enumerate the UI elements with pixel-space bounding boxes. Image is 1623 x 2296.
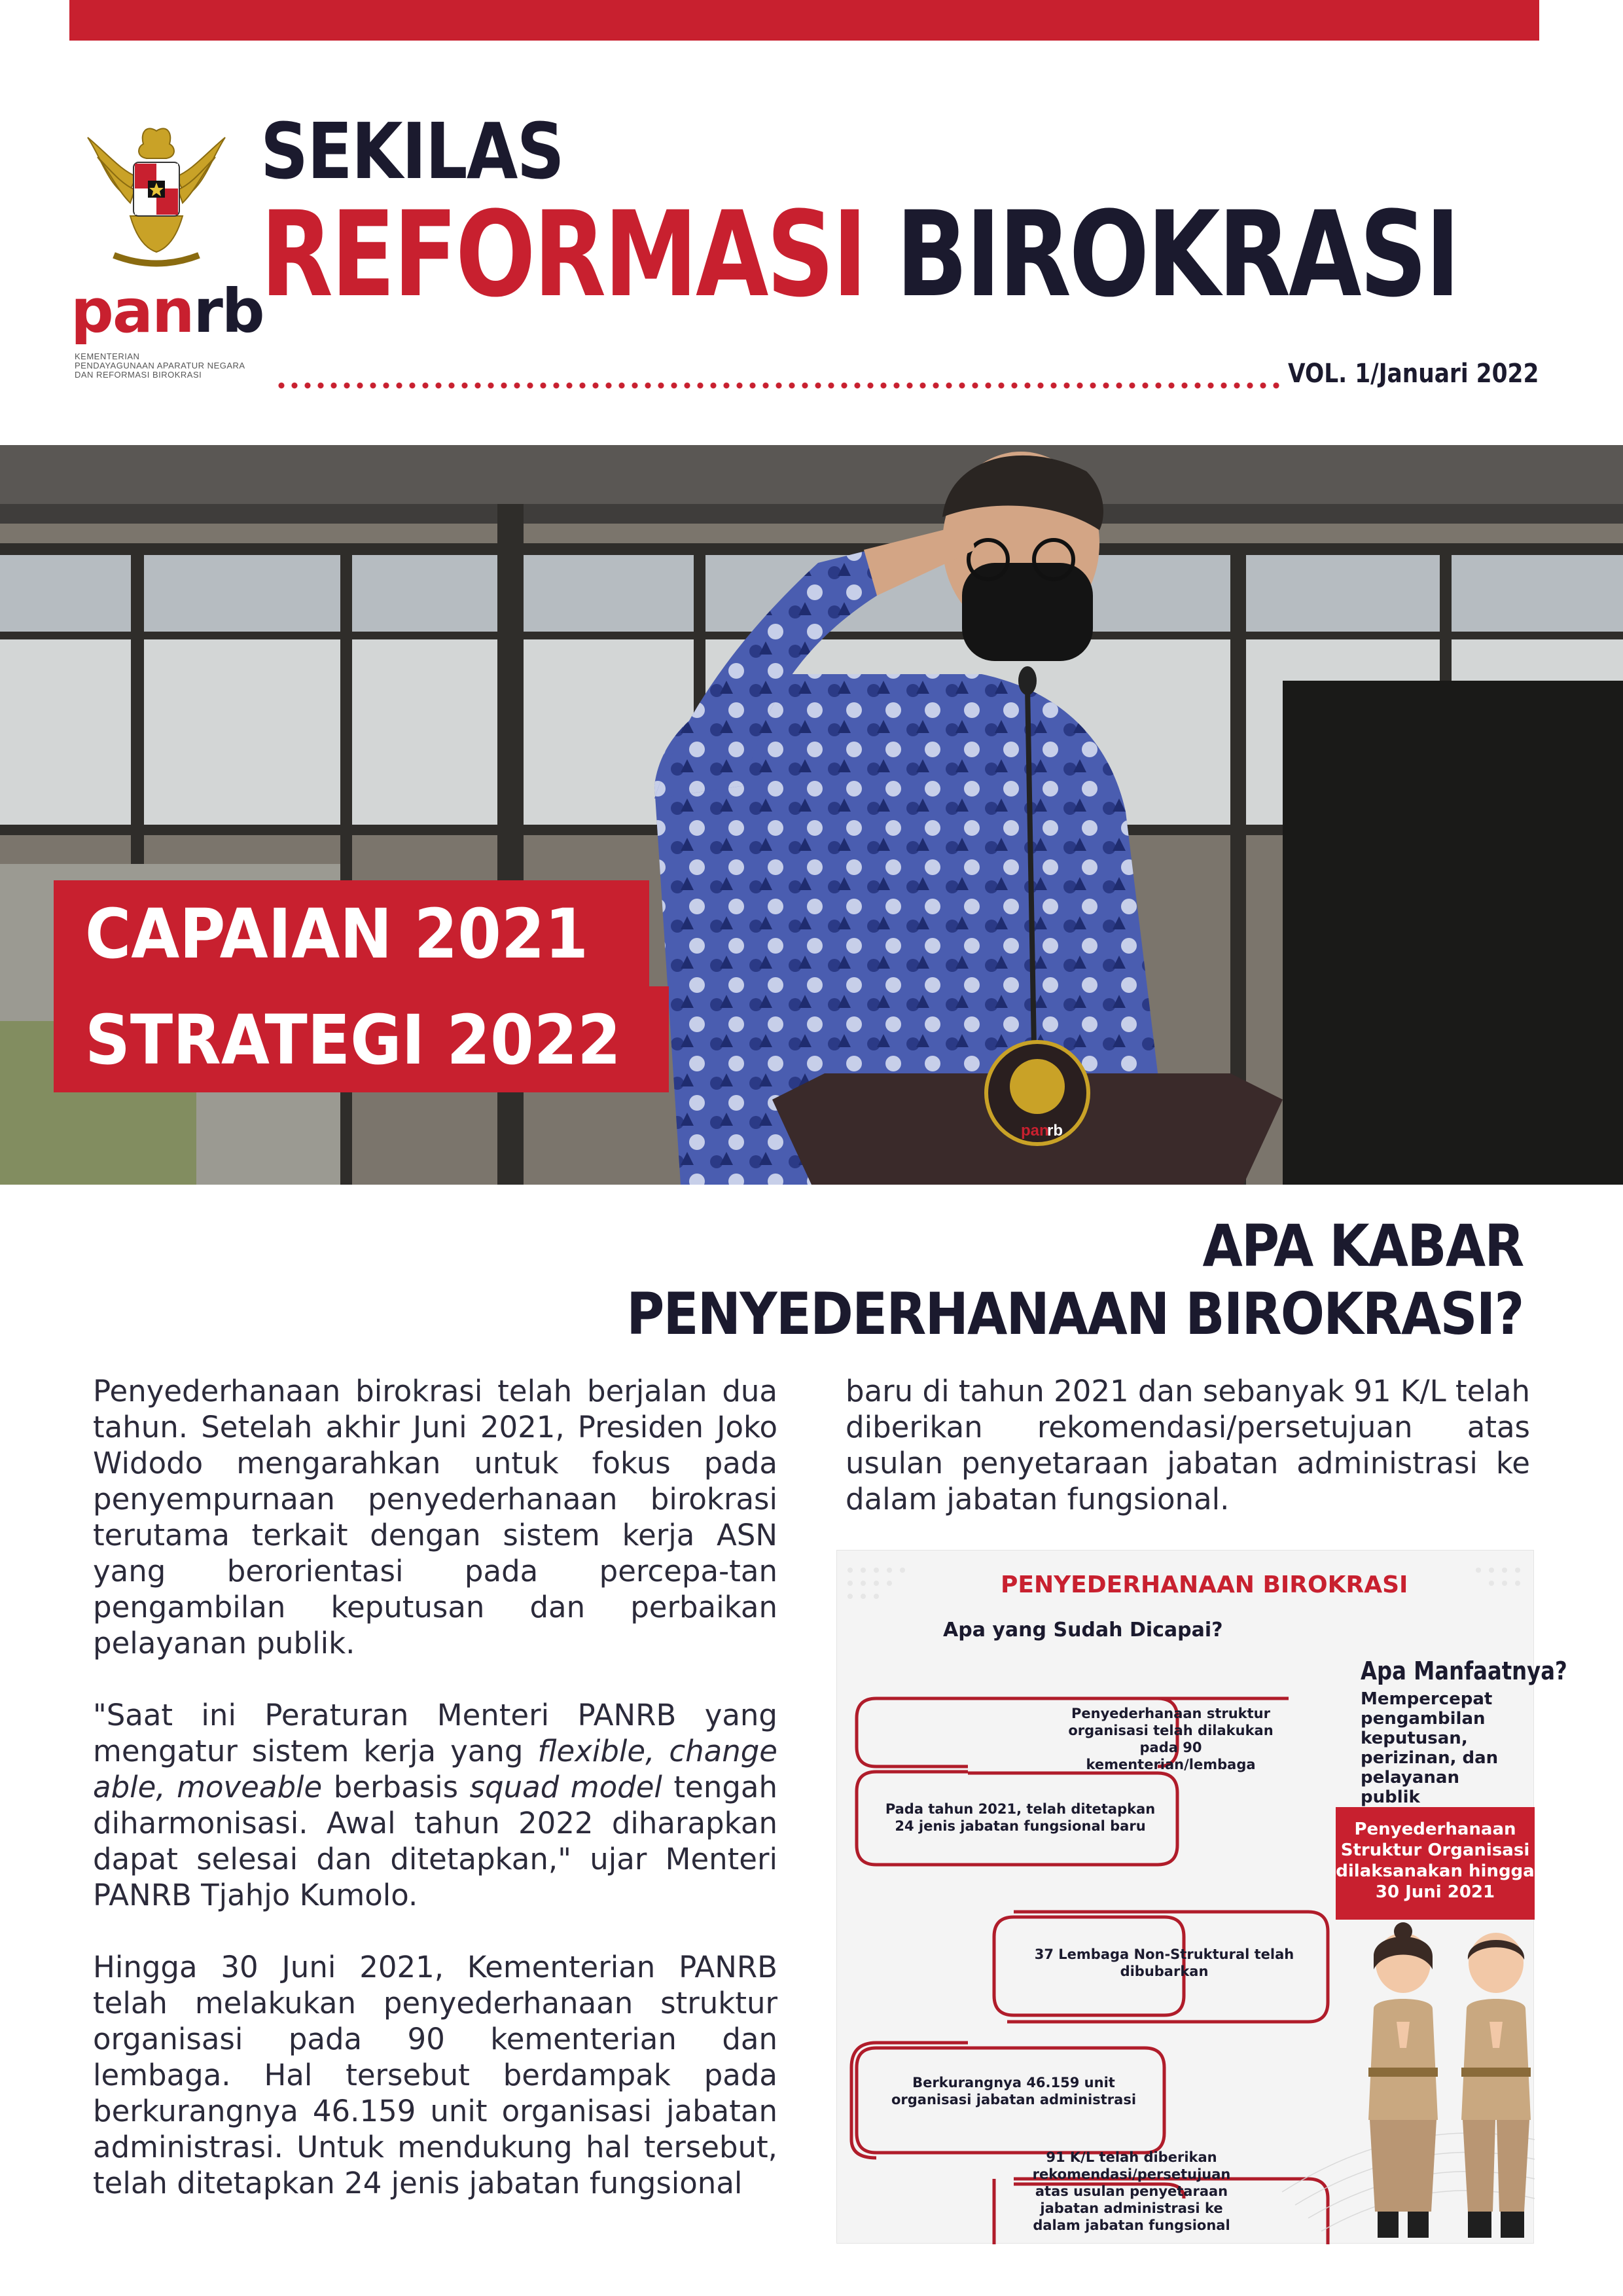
- paragraph-3: Hingga 30 Juni 2021, Kementerian PANRB telah melakukan penyederhanaan struktur organisasi pada 90 kementerian dan lembaga. Hal tersebut berdampak pada berkurangnya 46.159 unit organisasi jabatan administrasi. Untuk mendukung hal tersebut, telah ditetapkan 24 jenis jabatan fungsional: [93, 1950, 777, 2200]
- masthead-title-red: REFORMASI: [260, 187, 866, 323]
- step-5: 91 K/L telah diberikan rekomendasi/persetujuan atas usulan penyetaraan jabatan administrasi ke dalam jabatan fungsional: [1032, 2149, 1231, 2233]
- benefit-answer: Mempercepat pengambilan keputusan, perizinan, dan pelayanan publik: [1361, 1689, 1499, 1807]
- garuda-emblem-icon: [75, 118, 238, 275]
- article-column-left: [93, 1373, 777, 2201]
- masthead-title-small: SEKILAS: [260, 106, 564, 196]
- dotted-divider: [275, 381, 1281, 390]
- step-3: 37 Lembaga Non-Struktural telah dibubarkan: [1034, 1946, 1294, 1979]
- headline-line-2: PENYEDERHANAAN BIROKRASI?: [626, 1280, 1524, 1348]
- paragraph-4: baru di tahun 2021 dan sebanyak 91 K/L telah diberikan rekomendasi/persetujuan atas usulan penyetaraan jabatan administrasi ke dalam jabatan fungsional.: [846, 1374, 1530, 1516]
- masthead-title-big: [260, 187, 1459, 323]
- caption-line-2: STRATEGI 2022: [54, 986, 669, 1092]
- headline-line-1: APA KABAR: [1202, 1212, 1524, 1280]
- ministry-name: KEMENTERIAN PENDAYAGUNAAN APARATUR NEGARA DAN REFORMASI BIROKRASI: [75, 351, 245, 380]
- caption-line-1: CAPAIAN 2021: [54, 880, 649, 989]
- svg-text:pan: pan: [1021, 1122, 1049, 1139]
- svg-text:rb: rb: [1047, 1122, 1063, 1139]
- panrb-wordmark: panrb: [71, 276, 264, 346]
- deadline-box: Penyederhanaan Struktur Organisasi dilaksanakan hingga 30 Juni 2021: [1336, 1807, 1535, 1920]
- masthead-title-dark: BIROKRASI: [896, 187, 1459, 323]
- infographic-subtitle: Apa yang Sudah Dicapai?: [943, 1619, 1223, 1641]
- top-accent-bar: [69, 0, 1539, 41]
- infographic: [836, 1550, 1567, 2244]
- step-4: Berkurangnya 46.159 unit organisasi jabatan administrasi: [891, 2075, 1137, 2108]
- infographic-title: PENYEDERHANAAN BIROKRASI: [1001, 1571, 1408, 1598]
- paragraph-2: "Saat ini Peraturan Menteri PANRB yang mengatur sistem kerja yang flexible, change able, moveable berbasis squad model tengah diharmonisasi. Awal tahun 2022 diharapkan dapat selesai dan ditetapkan," ujar Menteri PANRB Tjahjo Kumolo.: [93, 1698, 777, 1912]
- female-civil-servant-icon: [1361, 1924, 1446, 2244]
- benefit-question: Apa Manfaatnya?: [1361, 1657, 1567, 1685]
- panrb-logo: [71, 118, 264, 393]
- hero-caption: [54, 880, 669, 1092]
- paragraph-1: Penyederhanaan birokrasi telah berjalan dua tahun. Setelah akhir Juni 2021, Presiden Joko Widodo mengarahkan untuk fokus pada penyempurnaan penyederhanaan birokrasi terutama terkait dengan sistem kerja ASN yang berorientasi pada percepa-tan pengambilan keputusan dan perbaikan pelayanan publik.: [93, 1374, 777, 1660]
- article-headline: [527, 1212, 1524, 1348]
- article-column-right: [846, 1373, 1530, 1517]
- step-1: Penyederhanaan struktur organisasi telah dilakukan pada 90 kementerian/lembaga: [1068, 1706, 1274, 1772]
- step-2: Pada tahun 2021, telah ditetapkan 24 jenis jabatan fungsional baru: [885, 1801, 1156, 1834]
- volume-label: VOL. 1/Januari 2022: [1288, 359, 1539, 389]
- male-civil-servant-icon: [1454, 1924, 1539, 2244]
